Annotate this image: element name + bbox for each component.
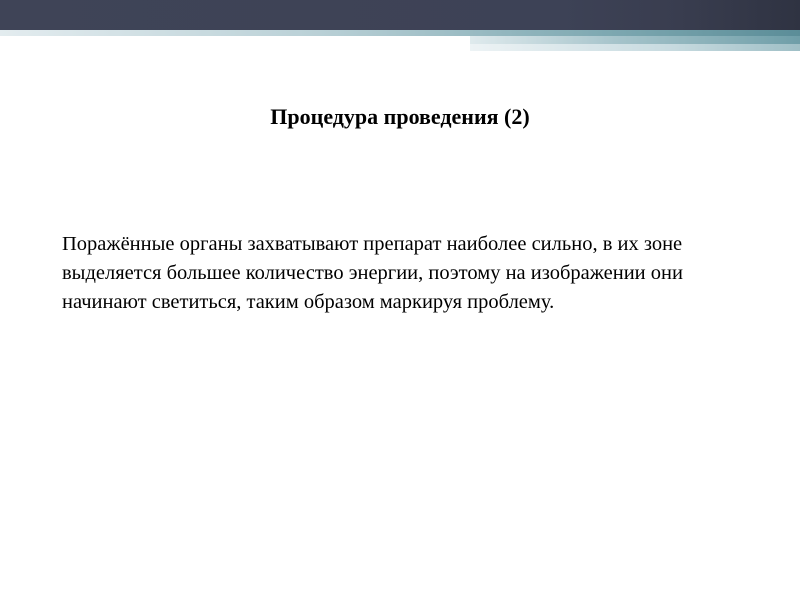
header-bar	[0, 0, 800, 30]
slide-body-text: Поражённые органы захватывают препарат наиболее сильно, в их зоне выделяется большее количество энергии, поэтому на изображении они начинают светиться, таким образом маркируя проблему.	[62, 233, 683, 313]
header-accent-stripe-tertiary	[470, 44, 800, 51]
header-accent-divider	[470, 51, 800, 52]
header-accent-stripe-secondary	[470, 36, 800, 44]
slide-title: Процедура проведения (2)	[270, 104, 530, 129]
